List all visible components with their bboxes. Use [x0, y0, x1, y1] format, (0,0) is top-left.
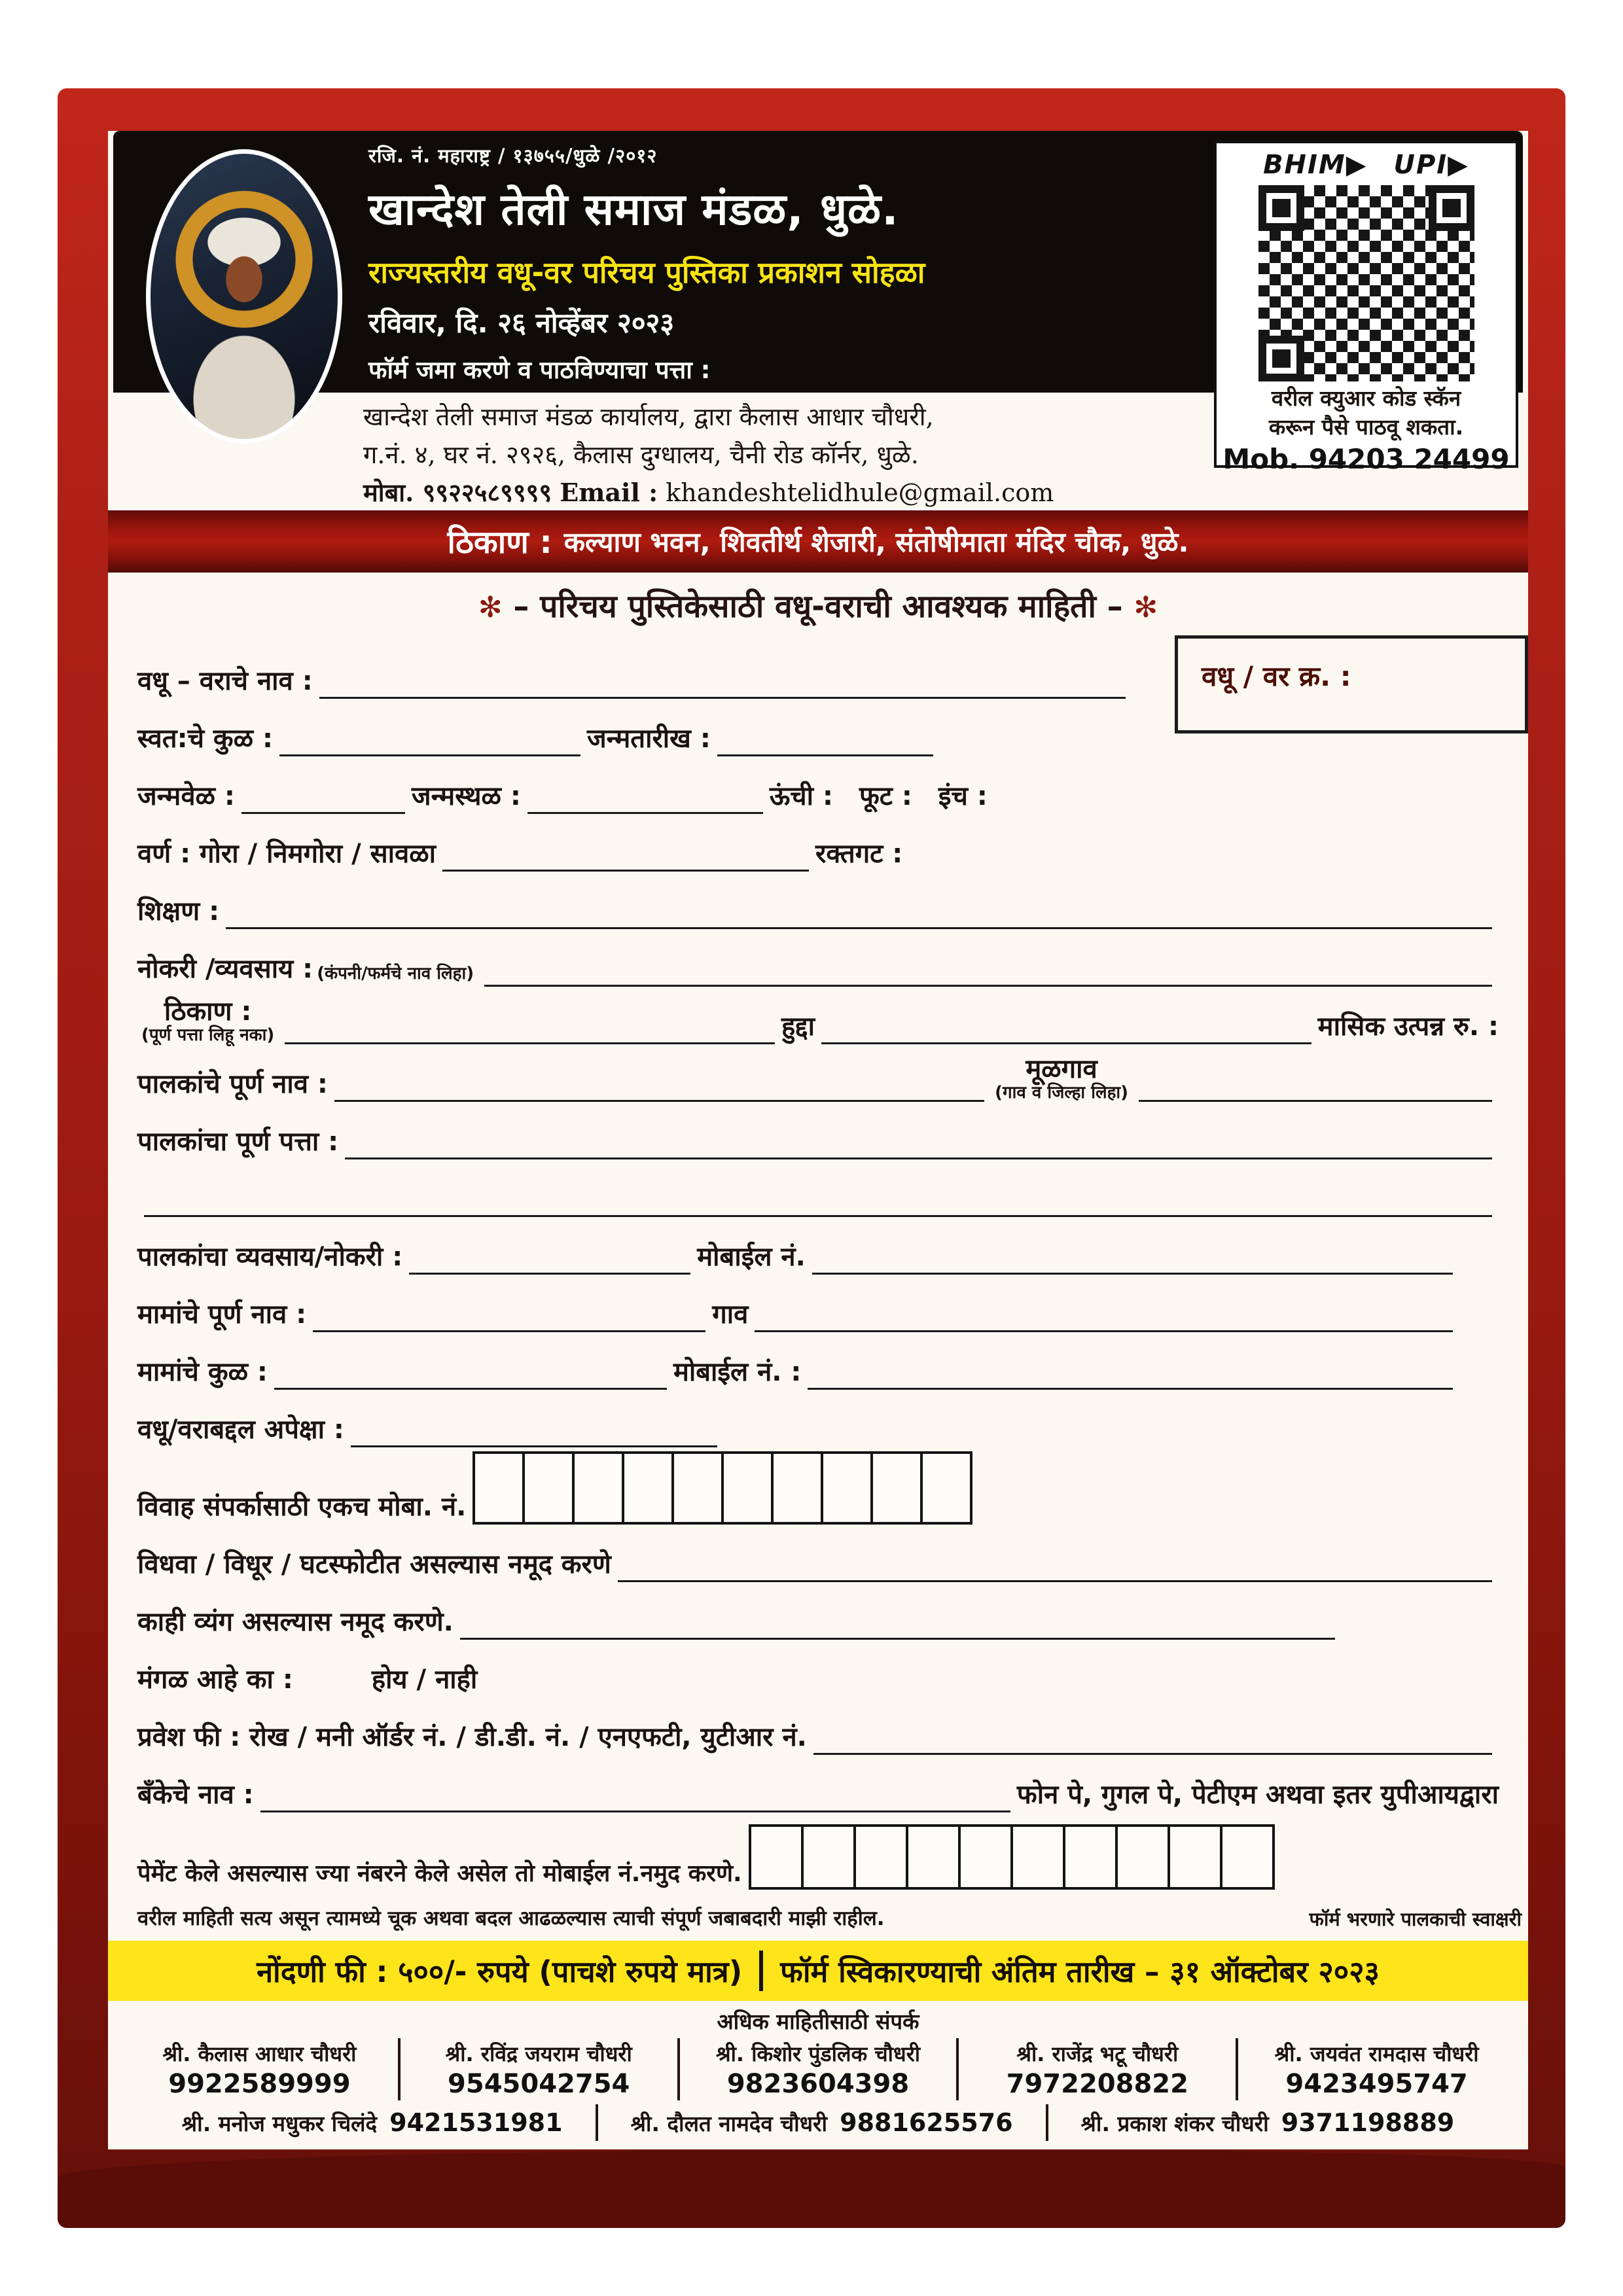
digit-cell[interactable]	[473, 1451, 525, 1525]
payment-digit-grid	[751, 1824, 1275, 1890]
location-input-line[interactable]	[285, 1010, 775, 1044]
complexion-input-line[interactable]	[442, 837, 809, 872]
entry-fee-input-line[interactable]	[813, 1720, 1492, 1755]
mobile-label-2: मोबाईल नं. :	[673, 1357, 802, 1387]
digit-cell[interactable]	[572, 1451, 624, 1525]
registration-number: रजि. नं. महाराष्ट्र / १३७५५/धुळे /२०१२	[368, 145, 658, 167]
digit-cell[interactable]	[870, 1451, 923, 1525]
parents-occupation-label: पालकांचा व्यवसाय/नोकरी :	[137, 1242, 403, 1272]
contact-phone[interactable]: 9881625576	[840, 2108, 1013, 2137]
field-row-parents-occupation	[137, 1217, 1499, 1275]
digit-cell[interactable]	[1115, 1824, 1170, 1890]
field-row-name	[137, 641, 1499, 699]
email-label: Email :	[560, 478, 658, 507]
saint-portrait-image	[146, 149, 342, 444]
field-row-payment-number	[137, 1812, 1499, 1890]
field-row-address-continuation	[137, 1159, 1499, 1217]
field-row-birth	[137, 756, 1499, 814]
parents-occupation-input-line[interactable]	[409, 1240, 690, 1275]
field-row-mangal	[137, 1640, 1499, 1697]
field-row-parents-address	[137, 1102, 1499, 1159]
digit-cell[interactable]	[522, 1451, 575, 1525]
form-title-text: – परिचय पुस्तिकेसाठी वधू-वराची आवश्यक माहिती –	[513, 588, 1123, 625]
field-row-contact-mobile	[137, 1447, 1499, 1525]
parents-name-label: पालकांचे पूर्ण नाव :	[137, 1069, 328, 1099]
upi-logo-icon: UPI▶	[1393, 150, 1469, 180]
feet-label: फूट :	[859, 781, 912, 811]
event-title: राज्यस्तरीय वधू-वर परिचय पुस्तिका प्रकाशन सोहळा	[368, 255, 925, 290]
uncle-mobile-input-line[interactable]	[808, 1355, 1453, 1390]
field-row-clan-dob	[137, 699, 1499, 756]
bhim-logo-icon: BHIM▶	[1263, 150, 1368, 180]
digit-cell[interactable]	[771, 1451, 823, 1525]
registration-fee-band	[108, 1941, 1528, 2001]
contact-card	[401, 2038, 680, 2100]
own-clan-input-line[interactable]	[279, 722, 580, 756]
contact-name: श्री. जयवंत रामदास चौधरी	[1274, 2041, 1479, 2066]
serial-number-label: वधू / वर क्र. :	[1202, 660, 1351, 692]
contacts-row-2	[108, 2104, 1528, 2141]
field-row-uncle-clan	[137, 1332, 1499, 1390]
office-mobile: मोबा. ९९२२५८९९९९	[363, 478, 552, 507]
digit-cell[interactable]	[1220, 1824, 1275, 1890]
qr-payment-panel	[1214, 141, 1518, 475]
occupation-label: नोकरी /व्यवसाय :	[137, 954, 313, 984]
height-label: ऊंची :	[769, 781, 833, 811]
dob-label: जन्मतारीख :	[586, 724, 711, 754]
field-row-expectations	[137, 1390, 1499, 1447]
location-label: ठिकाण :	[164, 996, 252, 1027]
income-label: मासिक उत्पन्न रु. :	[1317, 1012, 1499, 1042]
native-village-hint: (गाव व जिल्हा लिहा)	[995, 1082, 1128, 1103]
uncle-name-label: मामांचे पूर्ण नाव :	[137, 1299, 307, 1330]
inch-label: इंच :	[938, 781, 988, 811]
field-row-disability	[137, 1582, 1499, 1640]
contact-name: श्री. किशोर पुंडलिक चौधरी	[715, 2041, 921, 2066]
occupation-hint: (कंपनी/फर्मचे नाव लिहा)	[317, 964, 474, 983]
contact-name: श्री. मनोज मधुकर चिलंदे	[181, 2110, 378, 2136]
digit-cell[interactable]	[721, 1451, 774, 1525]
education-input-line[interactable]	[226, 894, 1492, 929]
widow-note-label: विधवा / विधूर / घटस्फोटीत असल्यास नमूद करणे	[137, 1549, 611, 1580]
venue-band	[108, 510, 1528, 573]
digit-cell[interactable]	[1010, 1824, 1065, 1890]
native-village-input-line[interactable]	[1139, 1067, 1492, 1102]
upi-methods-label: फोन पे, गुगल पे, पेटीएम अथवा इतर युपीआयद्वारा	[1016, 1780, 1499, 1810]
mangal-question-label: मंगळ आहे का :	[137, 1665, 293, 1695]
name-label: वधू – वराचे नाव :	[137, 666, 313, 696]
uncle-clan-label: मामांचे कुळ :	[137, 1357, 268, 1387]
field-row-bank	[137, 1755, 1499, 1812]
digit-cell[interactable]	[906, 1824, 961, 1890]
widow-input-line[interactable]	[618, 1547, 1492, 1582]
dob-input-line[interactable]	[717, 722, 933, 756]
field-row-occupation	[137, 929, 1499, 987]
complexion-label: वर्ण : गोरा / निमगोरा / सावळा	[137, 839, 437, 869]
qr-code	[1258, 185, 1474, 381]
birth-time-label: जन्मवेळ :	[137, 781, 235, 811]
parents-address-input-line-2[interactable]	[144, 1182, 1492, 1217]
contacts-heading: अधिक माहितीसाठी संपर्क	[717, 2009, 919, 2034]
digit-cell[interactable]	[622, 1451, 674, 1525]
contact-card	[959, 2038, 1238, 2100]
contact-phone[interactable]: 9922589999	[168, 2069, 351, 2099]
form-title	[108, 581, 1528, 632]
location-hint: (पूर्ण पत्ता लिहू नका)	[141, 1025, 275, 1045]
uncle-clan-input-line[interactable]	[274, 1355, 667, 1390]
page-body	[108, 131, 1528, 2149]
name-input-line[interactable]	[319, 664, 1126, 699]
address-line-3	[363, 474, 1201, 512]
qr-note-line1: वरील क्युआर कोड स्कॅन	[1271, 385, 1461, 411]
qr-finder-icon	[1429, 185, 1474, 231]
qr-note-line2: करून पैसे पाठवू शकता.	[1268, 414, 1464, 440]
venue-text: कल्याण भवन, शिवतीर्थ शेजारी, संतोषीमाता मंदिर चौक, धुळे.	[563, 526, 1189, 558]
expectations-label: वधू/वराबद्दल अपेक्षा :	[137, 1415, 344, 1445]
contact-phone[interactable]: 7972208822	[1006, 2069, 1188, 2099]
contact-card	[680, 2038, 959, 2100]
contact-mobile-digit-grid	[475, 1451, 972, 1525]
parents-address-label: पालकांचा पूर्ण पत्ता :	[137, 1127, 339, 1157]
declaration-text: वरील माहिती सत्य असून त्यामध्ये चूक अथवा बदल आढळल्यास त्याची संपूर्ण जबाबदारी माझी राहील.	[137, 1907, 885, 1930]
contact-phone[interactable]: 9423495747	[1285, 2069, 1468, 2099]
mangal-options-label: होय / नाही	[371, 1665, 478, 1695]
contact-name: श्री. प्रकाश शंकर चौधरी	[1080, 2110, 1269, 2136]
field-row-location	[137, 987, 1499, 1044]
digit-cell[interactable]	[1168, 1824, 1222, 1890]
designation-input-line[interactable]	[821, 1010, 1311, 1044]
digit-cell[interactable]	[749, 1824, 804, 1890]
bank-name-input-line[interactable]	[260, 1778, 1010, 1812]
qr-mobile-number: Mob. 94203 24499	[1222, 443, 1510, 475]
mobile-label: मोबाईल नं.	[697, 1242, 806, 1272]
digit-cell[interactable]	[920, 1451, 972, 1525]
field-row-uncle-name	[137, 1275, 1499, 1332]
parents-mobile-input-line[interactable]	[812, 1240, 1453, 1275]
contacts-row-1	[121, 2038, 1515, 2100]
digit-cell[interactable]	[853, 1824, 908, 1890]
form-card	[58, 88, 1565, 2228]
address-heading: फॉर्म जमा करणे व पाठविण्याचा पत्ता :	[368, 356, 711, 384]
native-village-label: मूळगाव	[1026, 1053, 1097, 1084]
ornament-icon: ✻	[478, 591, 503, 624]
contact-card	[121, 2038, 401, 2100]
designation-label: हुद्दा	[781, 1012, 815, 1042]
contact-phone[interactable]: 9545042754	[448, 2069, 630, 2099]
contact-phone[interactable]: 9421531981	[389, 2108, 563, 2137]
own-clan-label: स्वत:चे कुळ :	[137, 724, 273, 754]
birth-place-input-line[interactable]	[527, 779, 763, 814]
registration-fee-text: नोंदणी फी : ५००/- रुपये (पाचशे रुपये मात्र)	[257, 1954, 743, 1989]
signature-label[interactable]: फॉर्म भरणारे पालकाची स्वाक्षरी	[1309, 1908, 1522, 1930]
field-row-complexion	[137, 814, 1499, 872]
contact-name: श्री. दौलत नामदेव चौधरी	[630, 2110, 828, 2136]
contact-name: श्री. राजेंद्र भटू चौधरी	[1016, 2041, 1179, 2066]
parents-address-input-line[interactable]	[345, 1125, 1492, 1159]
digit-cell[interactable]	[801, 1824, 856, 1890]
address-line-2: ग.नं. ४, घर नं. २९२६, कैलास दुग्धालय, चैनी रोड कॉर्नर, धुळे.	[363, 440, 919, 469]
uncle-name-input-line[interactable]	[313, 1298, 705, 1332]
birth-time-input-line[interactable]	[241, 779, 405, 814]
field-row-entry-fee	[137, 1697, 1499, 1755]
education-label: शिक्षण :	[137, 896, 220, 927]
digit-cell[interactable]	[821, 1451, 873, 1525]
digit-cell[interactable]	[1063, 1824, 1118, 1890]
contact-phone[interactable]: 9823604398	[726, 2069, 910, 2099]
deadline-text: फॉर्म स्विकारण्याची अंतिम तारीख – ३१ ऑक्टोबर २०२३	[780, 1954, 1380, 1989]
blood-group-label: रक्तगट :	[815, 839, 903, 869]
contact-name: श्री. कैलास आधार चौधरी	[162, 2041, 357, 2066]
divider	[1046, 2104, 1048, 2141]
qr-finder-icon	[1258, 336, 1304, 381]
contact-card	[1238, 2038, 1515, 2100]
payment-note-label: पेमेंट केले असल्यास ज्या नंबरने केले असेल तो मोबाईल नं.नमुद करणे.	[137, 1860, 742, 1887]
email-address: khandeshtelidhule@gmail.com	[666, 478, 1054, 507]
bank-name-label: बँकेचे नाव :	[137, 1780, 254, 1810]
event-date: रविवार, दि. २६ नोव्हेंबर २०२३	[368, 307, 675, 339]
entry-fee-label: प्रवेश फी : रोख / मनी ऑर्डर नं. / डी.डी. नं. / एनएफटी, युटीआर नं.	[137, 1722, 807, 1752]
field-row-parents-name	[137, 1044, 1499, 1102]
ornament-icon: ✻	[1133, 591, 1158, 624]
venue-label: ठिकाण :	[447, 524, 552, 561]
address-line-1: खान्देश तेली समाज मंडळ कार्यालय, द्वारा कैलास आधार चौधरी,	[363, 402, 934, 431]
parents-name-input-line[interactable]	[334, 1067, 984, 1102]
digit-cell[interactable]	[958, 1824, 1013, 1890]
field-row-widow	[137, 1525, 1499, 1582]
village-input-line[interactable]	[755, 1298, 1453, 1332]
contact-phone[interactable]: 9371198889	[1281, 2108, 1455, 2137]
contact-name: श्री. रविंद्र जयराम चौधरी	[445, 2041, 632, 2066]
form-section	[108, 581, 1528, 2141]
disability-note-label: काही व्यंग असल्यास नमूद करणे.	[137, 1607, 454, 1637]
office-address	[363, 398, 1201, 512]
contact-mobile-label: विवाह संपर्कासाठी एकच मोबा. नं.	[137, 1492, 467, 1522]
expectations-input-line[interactable]	[351, 1413, 717, 1447]
village-label: गाव	[712, 1299, 749, 1330]
occupation-input-line[interactable]	[484, 952, 1492, 987]
birth-place-label: जन्मस्थळ :	[411, 781, 521, 811]
field-row-education	[137, 872, 1499, 929]
qr-finder-icon	[1258, 185, 1304, 231]
bottom-maroon-band	[58, 2151, 1565, 2228]
disability-input-line[interactable]	[460, 1605, 1335, 1640]
declaration-row	[108, 1890, 1528, 1932]
digit-cell[interactable]	[671, 1451, 724, 1525]
organization-name: खान्देश तेली समाज मंडळ, धुळे.	[368, 184, 899, 235]
divider	[596, 2104, 598, 2141]
